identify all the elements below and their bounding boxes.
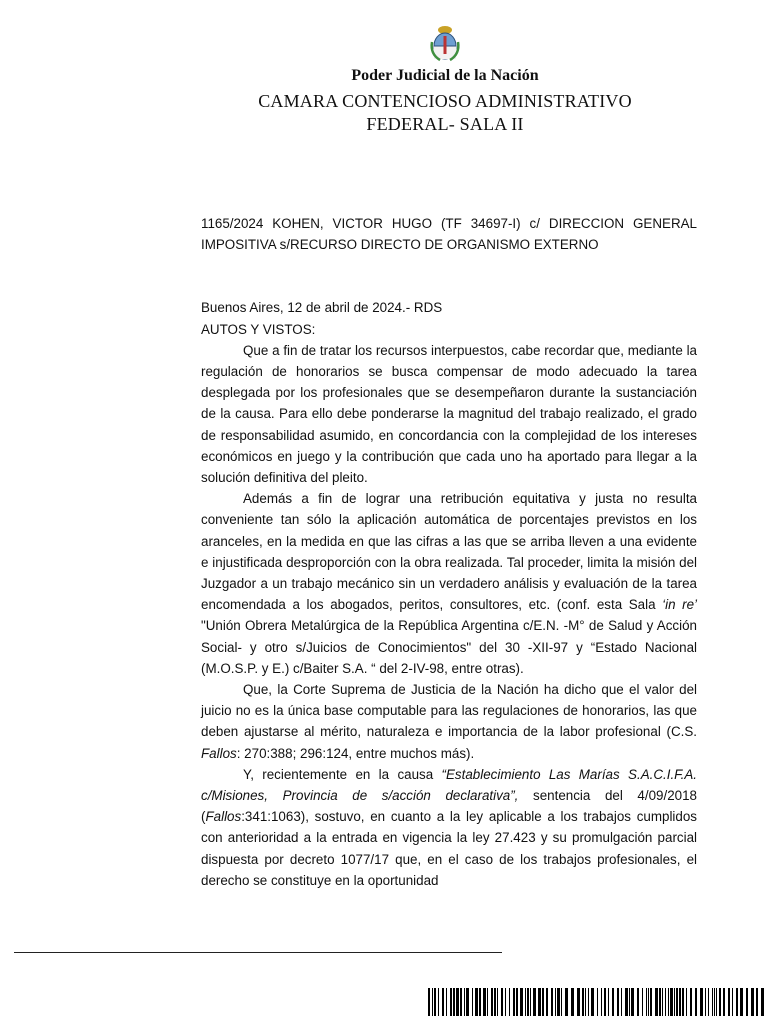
in-re-italic: ‘in re’ [662, 597, 698, 613]
case-caption: 1165/2024 KOHEN, VICTOR HUGO (TF 34697-I) c/ DIRECCION GENERAL IMPOSITIVA s/RECURSO DIRECTO DE ORGANISMO EXTERNO [201, 216, 697, 253]
national-coat-of-arms-icon [428, 22, 462, 62]
resolution-body [201, 213, 697, 891]
court-name: Poder Judicial de la Nación [351, 67, 539, 84]
date-line: Buenos Aires, 12 de abril de 2024.- RDS [201, 300, 443, 316]
paragraph-2: Además a fin de lograr una retribución equitativa y justa no resulta conveniente tan sólo la aplicación automática de porcentajes previstos en los aranceles, en la medida en que las cifras a las que se arriba lleven a una evidente e injustificada desproporción con la obra realizada. Tal proceder, limita la misión del Juzgador a un trabajo mecánico sin un verdadero análisis y evaluación de la tarea encomendada a los abogados, peritos, consultores, etc. (conf. esta Sala ‘in re’ "Unión Obrera Metalúrgica de la República Argentina c/E.N. -M° de Salud y Acción Social- y otro s/Juicios de Conocimientos" del 30 -XII-97 y “Estado Nacional (M.O.S.P. y E.) c/Baiter S.A. “ del 2-IV-98, entre otras). [201, 491, 698, 676]
autos-y-vistos-heading: AUTOS Y VISTOS: [201, 321, 316, 337]
footer-rule [14, 952, 502, 953]
paragraph-3: Que, la Corte Suprema de Justicia de la Nación ha dicho que el valor del juicio no es la única base computable para las regulaciones de honorarios, las que deben ajustarse al mérito, naturaleza e importancia de la labor profesional (C.S. Fallos: 270:388; 296:124, entre muchos más). [201, 682, 697, 761]
fallos-italic-2: Fallos [205, 809, 242, 825]
chamber-title-line1: CAMARA CONTENCIOSO ADMINISTRATIVO [258, 91, 632, 111]
fallos-italic: Fallos [201, 745, 237, 761]
case-name-italic: “Establecimiento Las Marías S.A.C.I.F.A. c/Misiones, Provincia de s/acción declarativa”, [201, 766, 698, 804]
barcode-icon [428, 988, 768, 1016]
paragraph-1: Que a fin de tratar los recursos interpuestos, cabe recordar que, mediante la regulación de honorarios se busca compensar de modo adecuado la tarea desplegada por los profesionales que se desempeñaron durante la sustanciación de la causa. Para ello debe ponderarse la magnitud del trabajo realizado, el grado de responsabilidad asumido, en concordancia con la complejidad de los intereses económicos en juego y la contribución que cada uno ha aportado para llegar a la solución definitiva del pleito. [201, 342, 697, 486]
paragraph-4: Y, recientemente en la causa “Establecimiento Las Marías S.A.C.I.F.A. c/Misiones, Provincia de s/acción declarativa”, sentencia del 4/09/2018 (Fallos:341:1063), sostuvo, en cuanto a la ley aplicable a los trabajos cumplidos con anterioridad a la entrada en vigencia la ley 27.423 y su promulgación parcial dispuesta por decreto 1077/17 que, en el caso de los trabajos profesionales, el derecho se constituye en la oportunidad [201, 766, 698, 888]
chamber-title-line2: FEDERAL- SALA II [366, 114, 524, 134]
